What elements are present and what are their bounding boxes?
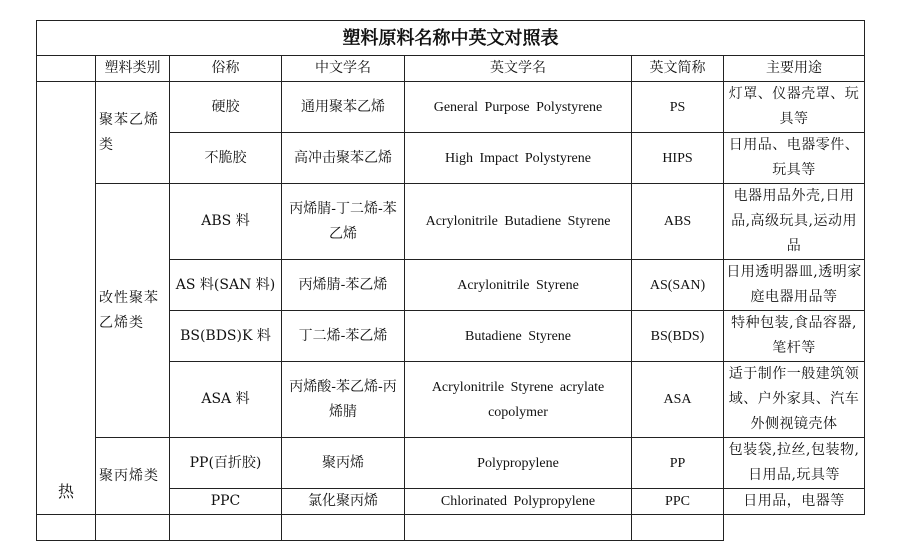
header-abbreviation: 英文简称 <box>632 56 724 82</box>
continuation-cell <box>37 515 96 541</box>
table-row <box>37 438 865 489</box>
usage-cell: 包装袋,拉丝,包装物,日用品,玩具等 <box>724 438 865 489</box>
continuation-cell <box>632 515 724 541</box>
usage-cell: 日用透明器皿,透明家庭电器用品等 <box>724 260 865 311</box>
abbreviation-cell: BS(BDS) <box>632 311 724 362</box>
usage-cell: 灯罩、仪器壳罩、玩具等 <box>724 82 865 133</box>
common-name-cell: ABS 料 <box>170 184 282 260</box>
continuation-cell <box>96 515 170 541</box>
abbreviation-cell: PS <box>632 82 724 133</box>
chinese-name-cell: 高冲击聚苯乙烯 <box>282 133 405 184</box>
english-name-cell: Acrylonitrile Butadiene Styrene <box>405 184 632 260</box>
continuation-cell <box>170 515 282 541</box>
header-blank <box>37 56 96 82</box>
comparison-table-sheet <box>36 20 864 509</box>
usage-cell: 日用品，电器等 <box>724 489 865 515</box>
header-english-name: 英文学名 <box>405 56 632 82</box>
category-cell: 改性聚苯乙烯类 <box>96 184 170 438</box>
common-name-cell: 硬胶 <box>170 82 282 133</box>
continuation-cell <box>405 515 632 541</box>
side-label: 热 <box>37 82 96 515</box>
continuation-cell <box>282 515 405 541</box>
english-name-cell: Polypropylene <box>405 438 632 489</box>
table-title: 塑料原料名称中英文对照表 <box>37 21 865 56</box>
usage-cell: 特种包装,食品容器,笔杆等 <box>724 311 865 362</box>
chinese-name-cell: 通用聚苯乙烯 <box>282 82 405 133</box>
abbreviation-cell: ABS <box>632 184 724 260</box>
header-chinese-name: 中文学名 <box>282 56 405 82</box>
abbreviation-cell: PPC <box>632 489 724 515</box>
english-name-cell: Acrylonitrile Styrene <box>405 260 632 311</box>
english-name-cell: Acrylonitrile Styrene acrylate copolymer <box>405 362 632 438</box>
plastics-table <box>36 20 865 541</box>
usage-cell: 电器用品外壳,日用品,高级玩具,运动用品 <box>724 184 865 260</box>
english-name-cell: General Purpose Polystyrene <box>405 82 632 133</box>
common-name-cell: 不脆胶 <box>170 133 282 184</box>
common-name-cell: AS 料(SAN 料) <box>170 260 282 311</box>
header-row <box>37 56 865 82</box>
english-name-cell: Chlorinated Polypropylene <box>405 489 632 515</box>
abbreviation-cell: ASA <box>632 362 724 438</box>
abbreviation-cell: HIPS <box>632 133 724 184</box>
english-name-cell: High Impact Polystyrene <box>405 133 632 184</box>
chinese-name-cell: 丙烯腈-丁二烯-苯乙烯 <box>282 184 405 260</box>
abbreviation-cell: AS(SAN) <box>632 260 724 311</box>
usage-cell: 日用品、电器零件、玩具等 <box>724 133 865 184</box>
table-row <box>37 184 865 260</box>
chinese-name-cell: 丙烯酸-苯乙烯-丙烯腈 <box>282 362 405 438</box>
header-usage: 主要用途 <box>724 56 865 82</box>
abbreviation-cell: PP <box>632 438 724 489</box>
chinese-name-cell: 丙烯腈-苯乙烯 <box>282 260 405 311</box>
category-cell: 聚苯乙烯类 <box>96 82 170 184</box>
table-row <box>37 515 865 541</box>
header-category: 塑料类别 <box>96 56 170 82</box>
common-name-cell: PP(百折胶) <box>170 438 282 489</box>
chinese-name-cell: 聚丙烯 <box>282 438 405 489</box>
common-name-cell: ASA 料 <box>170 362 282 438</box>
chinese-name-cell: 丁二烯-苯乙烯 <box>282 311 405 362</box>
usage-cell: 适于制作一般建筑领域、户外家具、汽车外侧视镜壳体 <box>724 362 865 438</box>
common-name-cell: PPC <box>170 489 282 515</box>
common-name-cell: BS(BDS)K 料 <box>170 311 282 362</box>
category-cell: 聚丙烯类 <box>96 438 170 515</box>
english-name-cell: Butadiene Styrene <box>405 311 632 362</box>
header-common-name: 俗称 <box>170 56 282 82</box>
chinese-name-cell: 氯化聚丙烯 <box>282 489 405 515</box>
table-row <box>37 82 865 133</box>
